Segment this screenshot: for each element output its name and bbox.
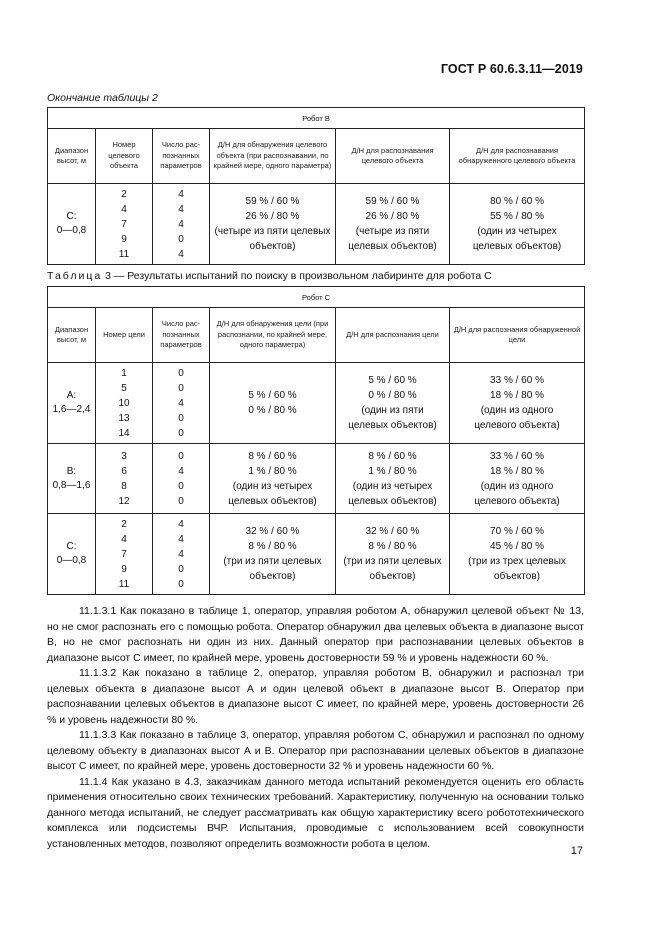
paragraph-11-1-4: 11.1.4 Как указано в 4.3, заказчикам данного метода испытаний рекомендуется оценить его область применения относительно своих технических требований. Характеристику, полученную на основании только данного метода испытаний, не следует рассматривать как общую характеристику всего робототехнического комплекса или подсистемы ВЧР. Испытания, проводимые с использованием всей совокупности установленных методов, позволяют определить возможности робота в целом. [47,775,584,850]
param-count: 4 [178,533,184,545]
detect-line: целевых объектов) [228,495,317,507]
target-number: 2 [121,518,127,530]
target-number: 7 [121,218,127,230]
recog-line: (четыре из пяти [355,226,430,237]
param-count: 0 [178,450,184,462]
table3-col-detect: Д/Н для обнаружения цели (при распознании, по крайней мере, одного параметра) [210,308,336,363]
target-number: 1 [121,367,127,379]
recog-detected-line: 80 % / 60 % [490,196,544,207]
page-number: 17 [570,845,583,857]
detect-cell [210,444,336,514]
target-number: 4 [121,533,127,545]
params-cell [153,444,210,514]
recog-detected-line: целевого объекта) [474,420,560,431]
numbers-cell [96,184,153,265]
recog-line: 8 % / 80 % [368,541,417,552]
recog-detected-line: (три из трех целевых [468,556,566,567]
param-count: 0 [178,233,184,245]
detect-line: объектов) [249,571,296,582]
table3-robot-label: Робот С [48,287,585,308]
table2-caption: Окончание таблицы 2 [47,92,158,104]
recog-line: 26 % / 80 % [365,211,420,222]
range-label: A: [66,390,77,401]
table3-col-recog: Д/Н для распознания цели [336,308,450,363]
body-text [47,604,584,852]
recog-cell [336,363,450,444]
range-cell [48,184,96,265]
recog-detected-line: (один из одного [480,405,554,416]
range-label: C: [66,541,77,552]
range-value: 1,6—2,4 [52,404,91,415]
param-count: 0 [178,563,184,575]
recog-detected-line: 33 % / 60 % [490,450,544,462]
recog-detected-line: объектов) [494,571,540,582]
recog-line: целевых объектов) [348,495,437,507]
recog-detected-line: 70 % / 60 % [490,526,544,537]
recog-detected-line: 45 % / 80 % [490,541,544,552]
recog-detected-line: целевого объекта) [474,495,560,507]
target-number: 7 [121,548,127,560]
table-row [48,514,585,595]
param-count: 4 [178,548,184,560]
recog-detected-line: 55 % / 80 % [490,211,544,222]
table-row [48,444,585,514]
detect-cell [210,184,336,265]
param-count: 4 [178,465,184,477]
params-cell [153,514,210,595]
recog-line: 8 % / 60 % [368,450,417,462]
param-count: 4 [178,203,184,215]
param-count: 0 [178,578,184,590]
detect-line: 0 % / 80 % [248,405,297,416]
range-cell [48,514,96,595]
target-number: 9 [121,233,127,245]
range-label: B: [66,465,77,477]
param-count: 4 [178,218,184,230]
recog-line: 59 % / 60 % [365,196,420,207]
target-number: 10 [118,397,130,409]
detect-line: (четыре из пяти целевых [214,226,331,237]
recog-cell [336,514,450,595]
table3-col-range: Диапазон высот, м [48,308,96,363]
target-number: 4 [121,203,127,215]
recog-line: 32 % / 60 % [365,526,420,537]
range-cell [48,444,96,514]
detect-line: объектов) [249,241,296,252]
recog-line: 5 % / 60 % [368,375,417,386]
recog-line: (три из пяти целевых [343,556,442,567]
recog-cell [336,184,450,265]
table2-col-number: Номер целевого объекта [96,129,153,184]
range-value: 0—0,8 [56,225,87,236]
param-count: 0 [178,480,184,492]
detect-line: 8 % / 80 % [248,541,297,552]
recog-line: (один из пяти [361,405,424,416]
param-count: 4 [178,518,184,530]
recog-line: 1 % / 80 % [368,465,417,477]
param-count: 4 [178,248,184,260]
params-cell [153,184,210,265]
detect-cell [210,363,336,444]
table2-robot-label: Робот B [48,108,585,129]
detect-line: 8 % / 60 % [248,450,297,462]
recog-detected-cell [450,184,585,265]
recog-detected-cell [450,444,585,514]
recog-detected-line: (один из четырех [477,226,557,237]
detect-cell [210,514,336,595]
detect-line: 59 % / 60 % [245,196,300,207]
table2-col-params: Число рас-познанных параметров [153,129,210,184]
param-count: 0 [178,427,184,439]
table2-col-recog: Д/Н для распознавания целевого объекта [336,129,450,184]
param-count: 0 [178,412,184,424]
recog-line: объектов) [369,571,416,582]
paragraph-11-1-3-3: 11.1.3.3 Как показано в таблице 3, оператор, управляя роботом С, обнаружил и распознал по одному целевому объекту в диапазонах высот А и В. Оператор при распознавании целевых объектов в диапазоне высот С имеет, по крайней мере, уровень достоверности 32 % и уровень надежности 60 %. [47,729,584,772]
param-count: 4 [178,188,184,200]
recog-cell [336,444,450,514]
range-value: 0,8—1,6 [52,479,91,491]
recog-detected-line: 33 % / 60 % [490,375,544,386]
table3-caption-label: Таблица [47,270,103,282]
range-label: C: [66,211,77,222]
param-count: 4 [178,397,184,409]
detect-line: 1 % / 80 % [248,465,297,477]
detect-line: 32 % / 60 % [245,526,300,537]
table2-col-detect: Д/Н для обнаружения целевого объекта (при распознавании, по крайней мере, одного параметра) [210,129,336,184]
recog-detected-line: 18 % / 80 % [490,390,544,401]
param-count: 0 [178,367,184,379]
detect-line: (один из четырех [232,480,313,492]
table3-col-recog-detected: Д/Н для распознания обнаруженной цели [450,308,585,363]
detect-line: 26 % / 80 % [245,211,300,222]
table3 [47,286,585,595]
numbers-cell [96,363,153,444]
table3-caption-text: 3 — Результаты испытаний по поиску в произвольном лабиринте для робота С [102,270,492,282]
target-number: 6 [121,465,127,477]
numbers-cell [96,514,153,595]
recog-line: целевых объектов) [348,241,437,252]
recog-detected-cell [450,363,585,444]
document-code: ГОСТ Р 60.6.3.11—2019 [440,62,583,76]
target-number: 12 [118,495,130,507]
recog-line: (один из четырех [352,480,433,492]
recog-detected-line: 18 % / 80 % [490,465,544,477]
range-cell [48,363,96,444]
recog-line: 0 % / 80 % [368,390,417,401]
target-number: 11 [118,248,130,260]
table2-col-range: Диапазон высот, м [48,129,96,184]
recog-detected-cell [450,514,585,595]
recog-detected-line: (один из одного [480,480,554,492]
target-number: 5 [121,382,127,394]
table2 [47,107,585,265]
table3-col-params: Число рас-познанных параметров [153,308,210,363]
table3-col-number: Номер цели [96,308,153,363]
paragraph-11-1-3-1: 11.1.3.1 Как показано в таблице 1, оператор, управляя роботом А, обнаружил целевой объект № 13, но не смог распознать его с помощью робота. Оператор обнаружил два целевых объекта в диапазоне высот В, но не смог распознать ни один из них. Данный оператор при распознавании целевых объектов в диапазоне высот С имеет, по крайней мере, уровень достоверности 59 % и уровень надежности 60 %. [47,605,584,664]
detect-line: 5 % / 60 % [248,390,297,401]
table-row [48,184,585,265]
target-number: 13 [118,412,130,424]
param-count: 0 [178,495,184,507]
numbers-cell [96,444,153,514]
detect-line: (три из пяти целевых [223,556,322,567]
target-number: 2 [121,188,127,200]
params-cell [153,363,210,444]
recog-detected-line: целевых объектов) [472,241,562,252]
target-number: 9 [121,563,127,575]
param-count: 0 [178,382,184,394]
target-number: 3 [121,450,127,462]
recog-line: целевых объектов) [348,420,437,431]
target-number: 8 [121,480,127,492]
target-number: 14 [118,427,130,439]
target-number: 11 [118,578,130,590]
table2-col-recog-detected: Д/Н для распознавания обнаруженного целевого объекта [450,129,585,184]
paragraph-11-1-3-2: 11.1.3.2 Как показано в таблице 2, оператор, управляя роботом В, обнаружил и распознал три целевых объекта в диапазоне высот А и один целевой объект в диапазоне высот В. Оператор при распознавании целевых объектов в диапазоне высот С имеет, по крайней мере, уровень достоверности 26 % и уровень надежности 80 %. [47,667,584,726]
range-value: 0—0,8 [56,555,87,566]
table3-caption [47,270,492,282]
table-row [48,363,585,444]
